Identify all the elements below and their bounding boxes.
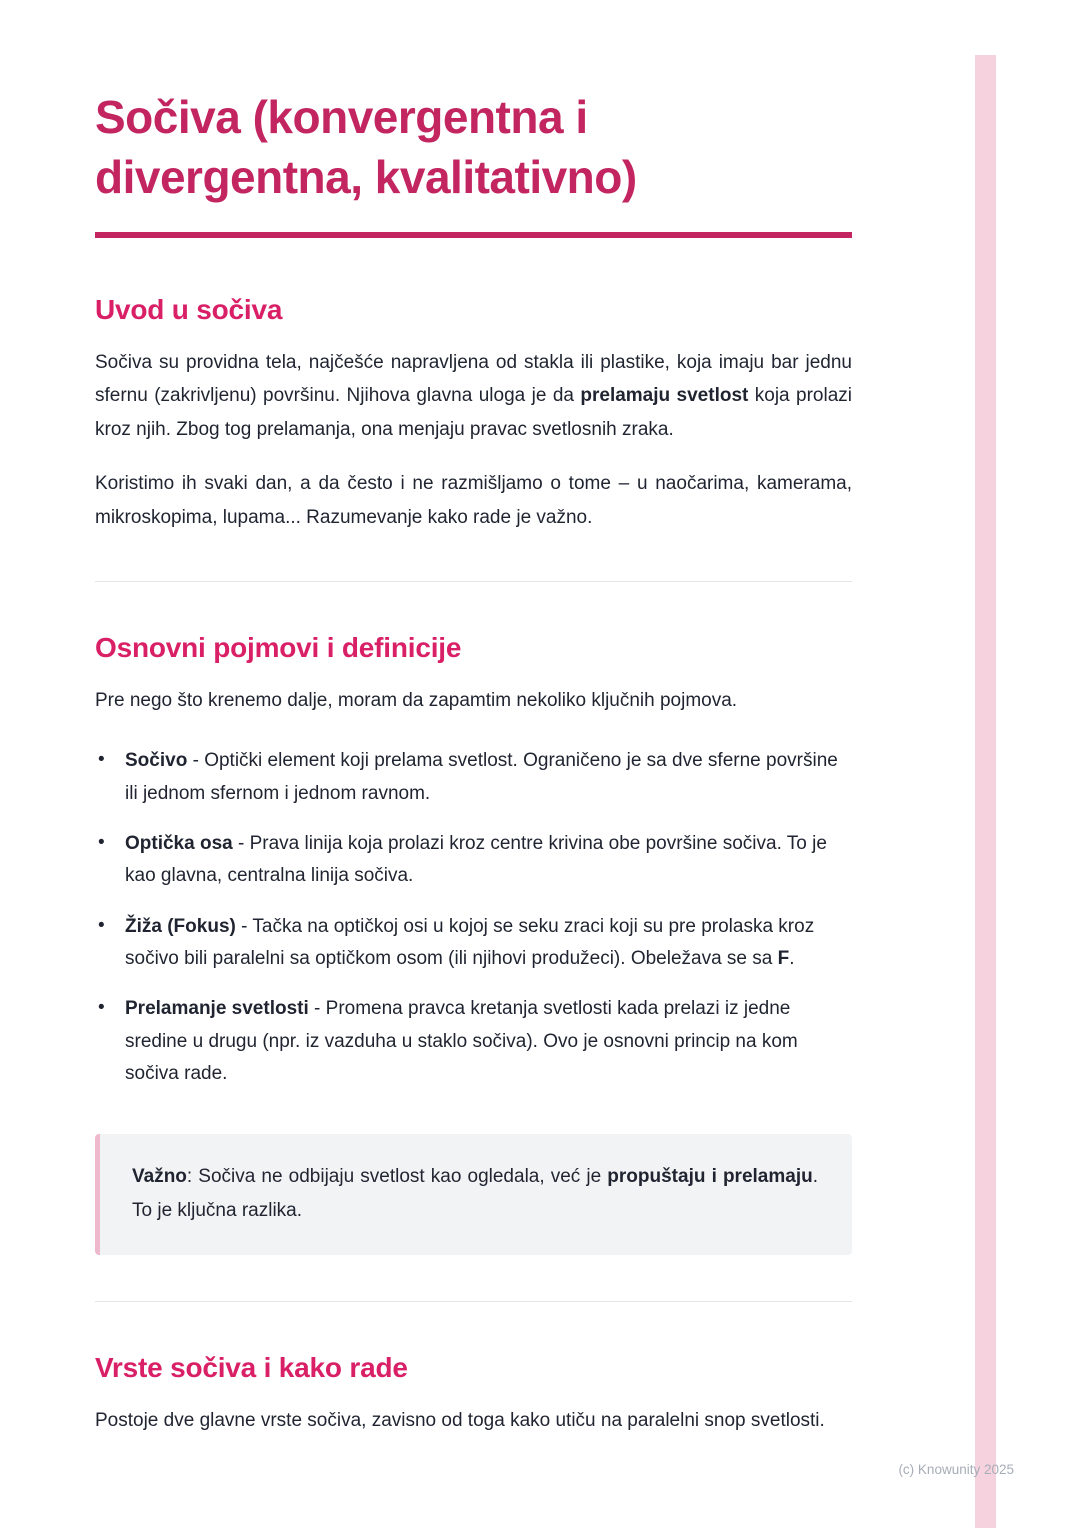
callout-label: Važno — [132, 1166, 187, 1188]
term-definition: - Tačka na optičkoj osi u kojoj se seku zraci koji su pre prolaska kroz sočivo bili paralelni sa optičkom osom (ili njihovi produžeci). Obeležava se sa — [125, 915, 815, 969]
title-underline — [95, 232, 852, 238]
section-heading-uvod: Uvod u sočiva — [95, 293, 283, 325]
section-divider — [95, 581, 852, 582]
bullet-dot: • — [98, 914, 105, 936]
bullet-dot: • — [98, 997, 105, 1019]
bullet-dot: • — [98, 832, 105, 854]
term-definition: - Optički element koji prelama svetlost. Ograničeno je sa dve sferne površine ili jednom sfernom i jednom ravnom. — [125, 750, 838, 804]
list-item-socivo — [95, 745, 852, 810]
term-definition: - Promena pravca kretanja svetlosti kada prelazi iz jedne sredine u drugu (npr. iz vazduha u staklo sočiva). Ovo je osnovni princip na kom sočiva rade. — [125, 998, 798, 1084]
paragraph-intro-2: Koristimo ih svaki dan, a da često i ne razmišljamo o tome – u naočarima, kamerama, mikroskopima, lupama... Razumevanje kako rade je važno. — [95, 473, 852, 528]
bullet-list — [95, 745, 852, 1090]
page-title: Sočiva (konvergentna i divergentna, kvalitativno) — [95, 91, 637, 203]
section-divider — [95, 1301, 852, 1302]
list-item-ziza — [95, 911, 852, 976]
callout-text-end: . To je ključna razlika. — [132, 1166, 818, 1222]
paragraph-concepts-intro: Pre nego što krenemo dalje, moram da zapamtim nekoliko ključnih pojmova. — [95, 689, 738, 711]
bold-phrase: prelamaju svetlost — [580, 385, 749, 407]
section-heading-vrste: Vrste sočiva i kako rade — [95, 1351, 408, 1383]
term-label: Optička osa — [125, 833, 233, 855]
term-definition-end: . — [789, 947, 795, 969]
list-item-opticka-osa — [95, 828, 852, 893]
list-item-prelamanje — [95, 993, 852, 1090]
term-label: Žiža (Fokus) — [125, 915, 236, 937]
footer-credit: (c) Knowunity 2025 — [898, 1462, 1014, 1477]
term-definition: - Prava linija koja prolazi kroz centre krivina obe površine sočiva. To je kao glavna, centralna linija sočiva. — [125, 833, 827, 887]
term-symbol: F — [777, 947, 790, 969]
document-body — [95, 88, 852, 1437]
side-stripe — [975, 55, 996, 1528]
term-label: Sočivo — [125, 750, 188, 772]
bullet-dot: • — [98, 749, 105, 771]
paragraph-text: Sočiva su providna tela, najčešće napravljena od stakla ili plastike, koja imaju bar jednu sfernu (zakrivljenu) površinu. Njihova glavna uloga je da — [95, 351, 852, 407]
paragraph-intro-1 — [95, 346, 852, 447]
paragraph-text: koja prolazi kroz njih. Zbog tog prelamanja, ona menjaju pravac svetlosnih zraka. — [95, 385, 853, 441]
section-heading-pojmovi: Osnovni pojmovi i definicije — [95, 631, 462, 663]
callout-bold-phrase: propuštaju i prelamaju — [607, 1166, 813, 1188]
paragraph-types-1: Postoje dve glavne vrste sočiva, zavisno od toga kako utiču na paralelni snop svetlosti. — [95, 1409, 825, 1431]
term-label: Prelamanje svetlosti — [125, 998, 309, 1020]
callout-text: : Sočiva ne odbijaju svetlost kao ogledala, već je — [186, 1166, 608, 1188]
important-callout — [95, 1134, 852, 1254]
